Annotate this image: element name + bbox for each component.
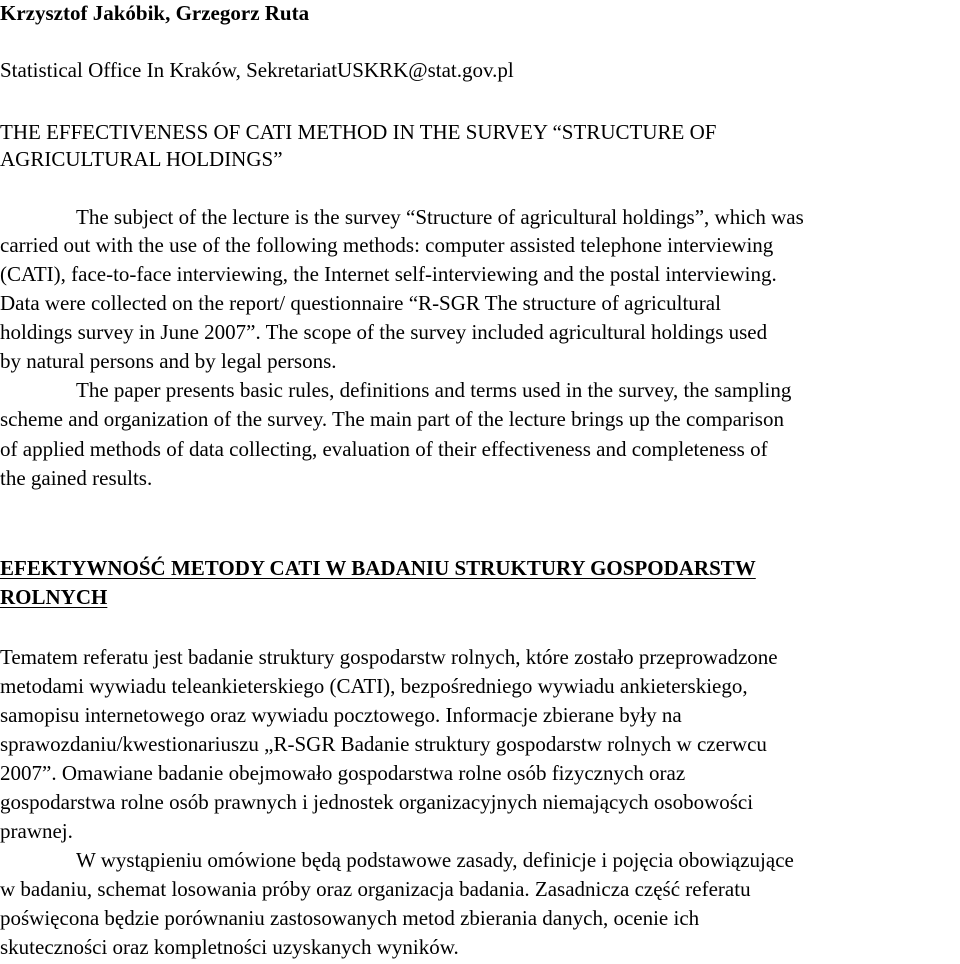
polish-body-line: prawnej. — [0, 819, 73, 843]
english-body-line: by natural persons and by legal persons. — [0, 349, 337, 373]
polish-body-line: gospodarstwa rolne osób prawnych i jednostek organizacyjnych niemających osobowości — [0, 790, 754, 814]
polish-body-line: skuteczności oraz kompletności uzyskanych wyników. — [0, 935, 459, 959]
english-title-line-2: AGRICULTURAL HOLDINGS” — [0, 147, 283, 171]
english-body-line: The paper presents basic rules, definitions and terms used in the survey, the sampling — [76, 378, 792, 402]
english-body-line: The subject of the lecture is the survey “Structure of agricultural holdings”, which was — [76, 205, 804, 229]
english-body-line: (CATI), face-to-face interviewing, the Internet self-interviewing and the postal interviewing. — [0, 262, 777, 286]
english-body-line: Data were collected on the report/ questionnaire “R-SGR The structure of agricultural — [0, 291, 721, 315]
english-title-line-1: THE EFFECTIVENESS OF CATI METHOD IN THE SURVEY “STRUCTURE OF — [0, 120, 717, 144]
polish-body-line: w badaniu, schemat losowania próby oraz organizacja badania. Zasadnicza część referatu — [0, 877, 751, 901]
polish-body-line: samopisu internetowego oraz wywiadu pocztowego. Informacje zbierane były na — [0, 703, 682, 727]
english-body-line: the gained results. — [0, 466, 153, 490]
polish-title-line-2: ROLNYCH — [0, 585, 108, 609]
polish-body-line: poświęcona będzie porównaniu zastosowanych metod zbierania danych, ocenie ich — [0, 906, 700, 930]
polish-body-line: W wystąpieniu omówione będą podstawowe zasady, definicje i pojęcia obowiązujące — [76, 848, 794, 872]
polish-body-line: sprawozdaniu/kwestionariuszu „R-SGR Badanie struktury gospodarstw rolnych w czerwcu — [0, 732, 767, 756]
affiliation: Statistical Office In Kraków, SekretariatUSKRK@stat.gov.pl — [0, 58, 514, 82]
polish-title-line-1: EFEKTYWNOŚĆ METODY CATI W BADANIU STRUKTURY GOSPODARSTW — [0, 556, 756, 580]
polish-body-line: metodami wywiadu teleankieterskiego (CATI), bezpośredniego wywiadu ankieterskiego, — [0, 674, 748, 698]
authors: Krzysztof Jakóbik, Grzegorz Ruta — [0, 1, 310, 25]
polish-body-line: 2007”. Omawiane badanie obejmowało gospodarstwa rolne osób fizycznych oraz — [0, 761, 686, 785]
english-body-line: carried out with the use of the following methods: computer assisted telephone interviewing — [0, 233, 774, 257]
english-body-line: scheme and organization of the survey. The main part of the lecture brings up the comparison — [0, 407, 784, 431]
english-body-line: holdings survey in June 2007”. The scope of the survey included agricultural holdings used — [0, 320, 768, 344]
polish-body-line: Tematem referatu jest badanie struktury gospodarstw rolnych, które zostało przeprowadzone — [0, 645, 778, 669]
english-body-line: of applied methods of data collecting, evaluation of their effectiveness and completeness of — [0, 437, 768, 461]
